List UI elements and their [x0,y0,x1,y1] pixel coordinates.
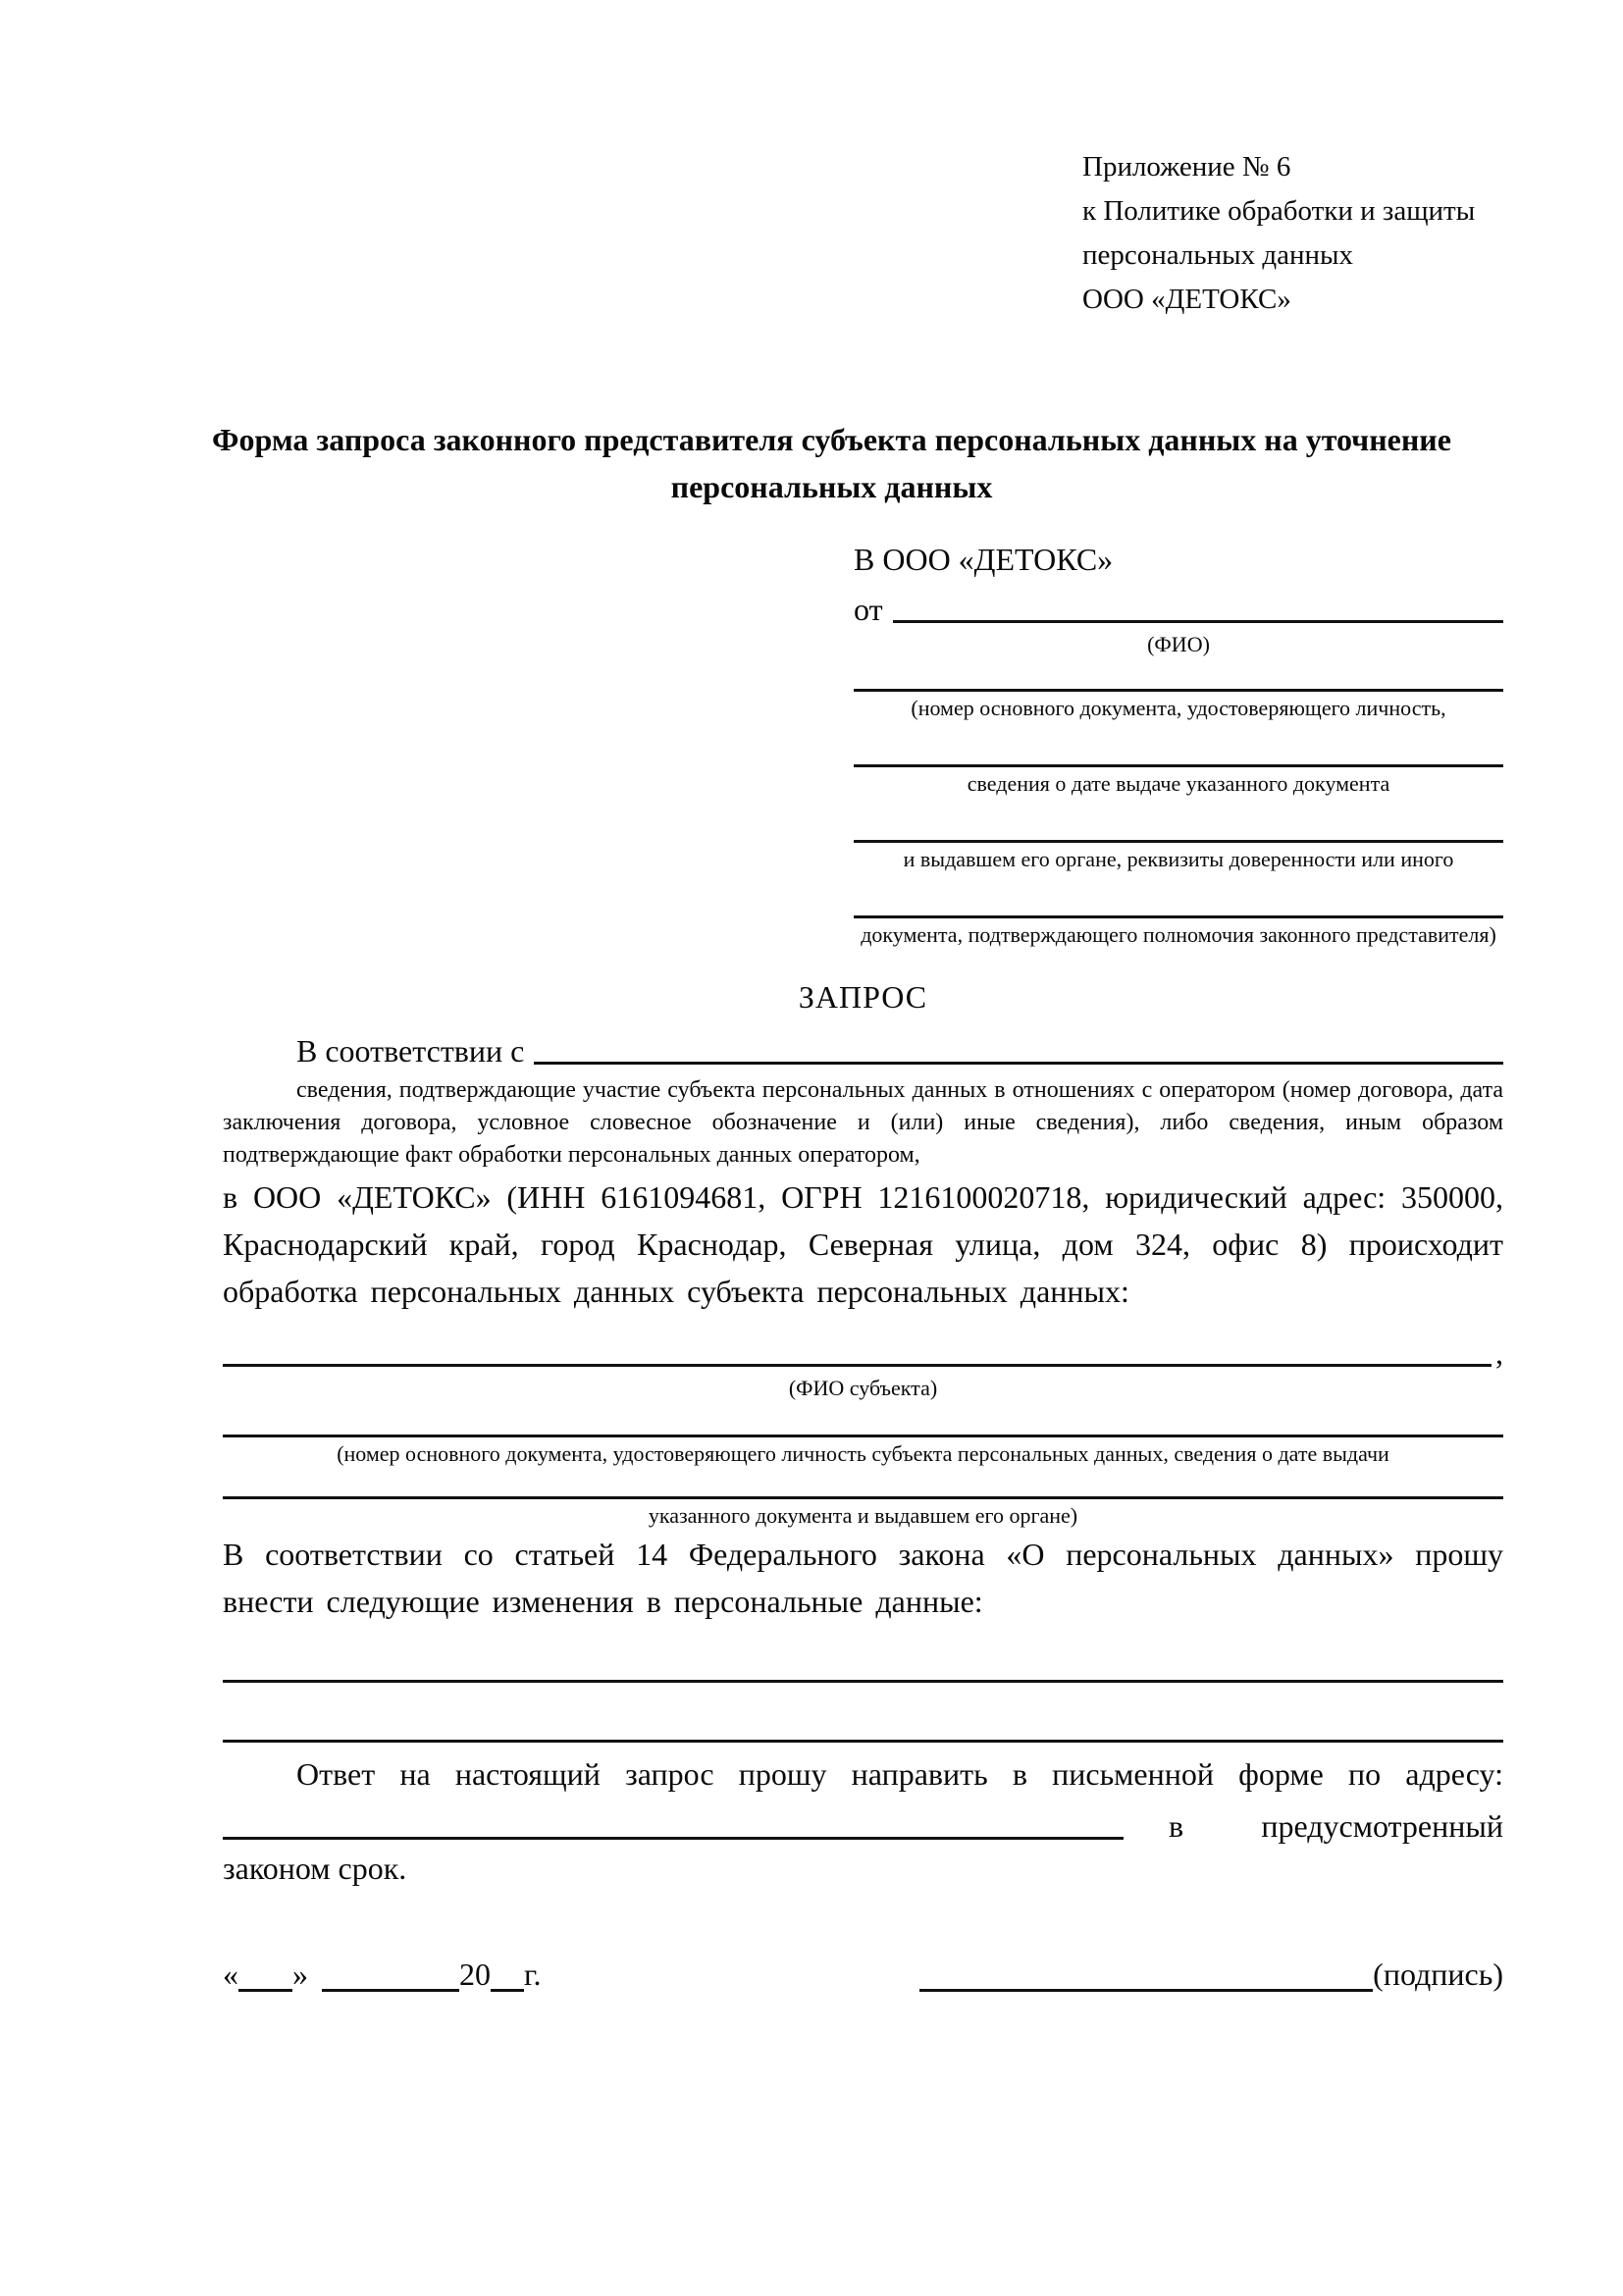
date-close-quote: » [292,1957,308,1992]
law-paragraph: В соответствии со статьей 14 Федерального закона «О персональных данных» прошу внести следующие изменения в персональные данные: [223,1537,1503,1619]
fio-caption: (ФИО) [1147,632,1210,656]
signature-line [919,1957,1373,1992]
date-year-line [491,1957,524,1992]
intro-prefix: В соответствии с [296,1033,525,1069]
reply-line-1: Ответ на настоящий запрос прошу направить в письменной форме по адресу: [296,1756,1503,1792]
subject-doc-caption-1: (номер основного документа, удостоверяющего личность субъекта персональных данных, сведения о дате выдачи [337,1441,1389,1466]
changes-line-1 [223,1680,1503,1683]
representative-doc-caption-2: сведения о дате выдаче указанного документа [967,771,1390,796]
subject-fio-caption: (ФИО субъекта) [788,1376,938,1400]
appendix-line-3: персональных данных [1082,239,1354,271]
changes-line-2 [223,1740,1503,1743]
representative-doc-line-3 [854,840,1503,843]
reply-block [223,1750,1503,1892]
appendix-block [1082,145,1503,322]
appendix-line-1: Приложение № 6 [1082,151,1291,183]
legal-basis-line [534,1029,1503,1065]
signature-group [919,1953,1503,1996]
from-label: от [854,592,883,627]
date-year-prefix: 20 [459,1957,491,1992]
representative-doc-line-2 [854,764,1503,767]
appendix-line-2: к Политике обработки и защиты [1082,195,1476,227]
representative-doc-line-4 [854,915,1503,918]
subject-doc-line-1 [223,1435,1503,1437]
date-group [223,1953,542,1996]
addressee-block [854,538,1503,948]
date-open-quote: « [223,1957,238,1992]
operator-paragraph: в ООО «ДЕТОКС» (ИНН 6161094681, ОГРН 1216100020718, юридический адрес: 350000, Краснодарский край, город Краснодар, Северная улица, дом 324, офис 8) происходит обработка персональных данных субъекта персональных данных: [223,1179,1503,1309]
from-row [854,585,1503,628]
subject-fio-comma: , [1495,1335,1503,1371]
reply-word-v: в [1169,1808,1184,1844]
addressee-to: В ООО «ДЕТОКС» [854,542,1114,577]
representative-doc-caption-1: (номер основного документа, удостоверяющего личность, [911,696,1446,720]
intro-row [223,1024,1503,1070]
reply-word-term: предусмотренный [1261,1808,1503,1844]
document-title: Форма запроса законного представителя субъекта персональных данных на уточнение персональных данных [212,422,1451,504]
subject-doc-line-2 [223,1496,1503,1499]
representative-doc-caption-4: документа, подтверждающего полномочия законного представителя) [861,922,1496,947]
date-day-line [238,1957,292,1992]
appendix-line-4: ООО «ДЕТОКС» [1082,284,1291,315]
reply-address-row [223,1798,1503,1845]
signature-caption: (подпись) [1373,1957,1503,1992]
representative-doc-caption-3: и выдавшем его органе, реквизиты доверенности или иного [903,847,1454,871]
date-month-line [322,1957,459,1992]
subject-doc-caption-2: указанного документа и выдавшем его органе) [648,1503,1078,1528]
representative-doc-line-1 [854,689,1503,692]
request-heading: ЗАПРОС [798,979,928,1015]
intro-note: сведения, подтверждающие участие субъекта персональных данных в отношениях с оператором (номер договора, дата заключения договора, условное словесное обозначение и (или) иные сведения), либо сведения, иным образом подтверждающие факт обработки персональных данных оператором, [223,1077,1503,1168]
signature-row [223,1953,1503,1996]
reply-line-3: законом срок. [223,1851,407,1886]
representative-name-line [893,588,1503,623]
reply-address-line [223,1804,1124,1840]
date-year-suffix: г. [524,1957,542,1992]
subject-fio-row [223,1329,1503,1372]
subject-fio-line [223,1331,1492,1367]
